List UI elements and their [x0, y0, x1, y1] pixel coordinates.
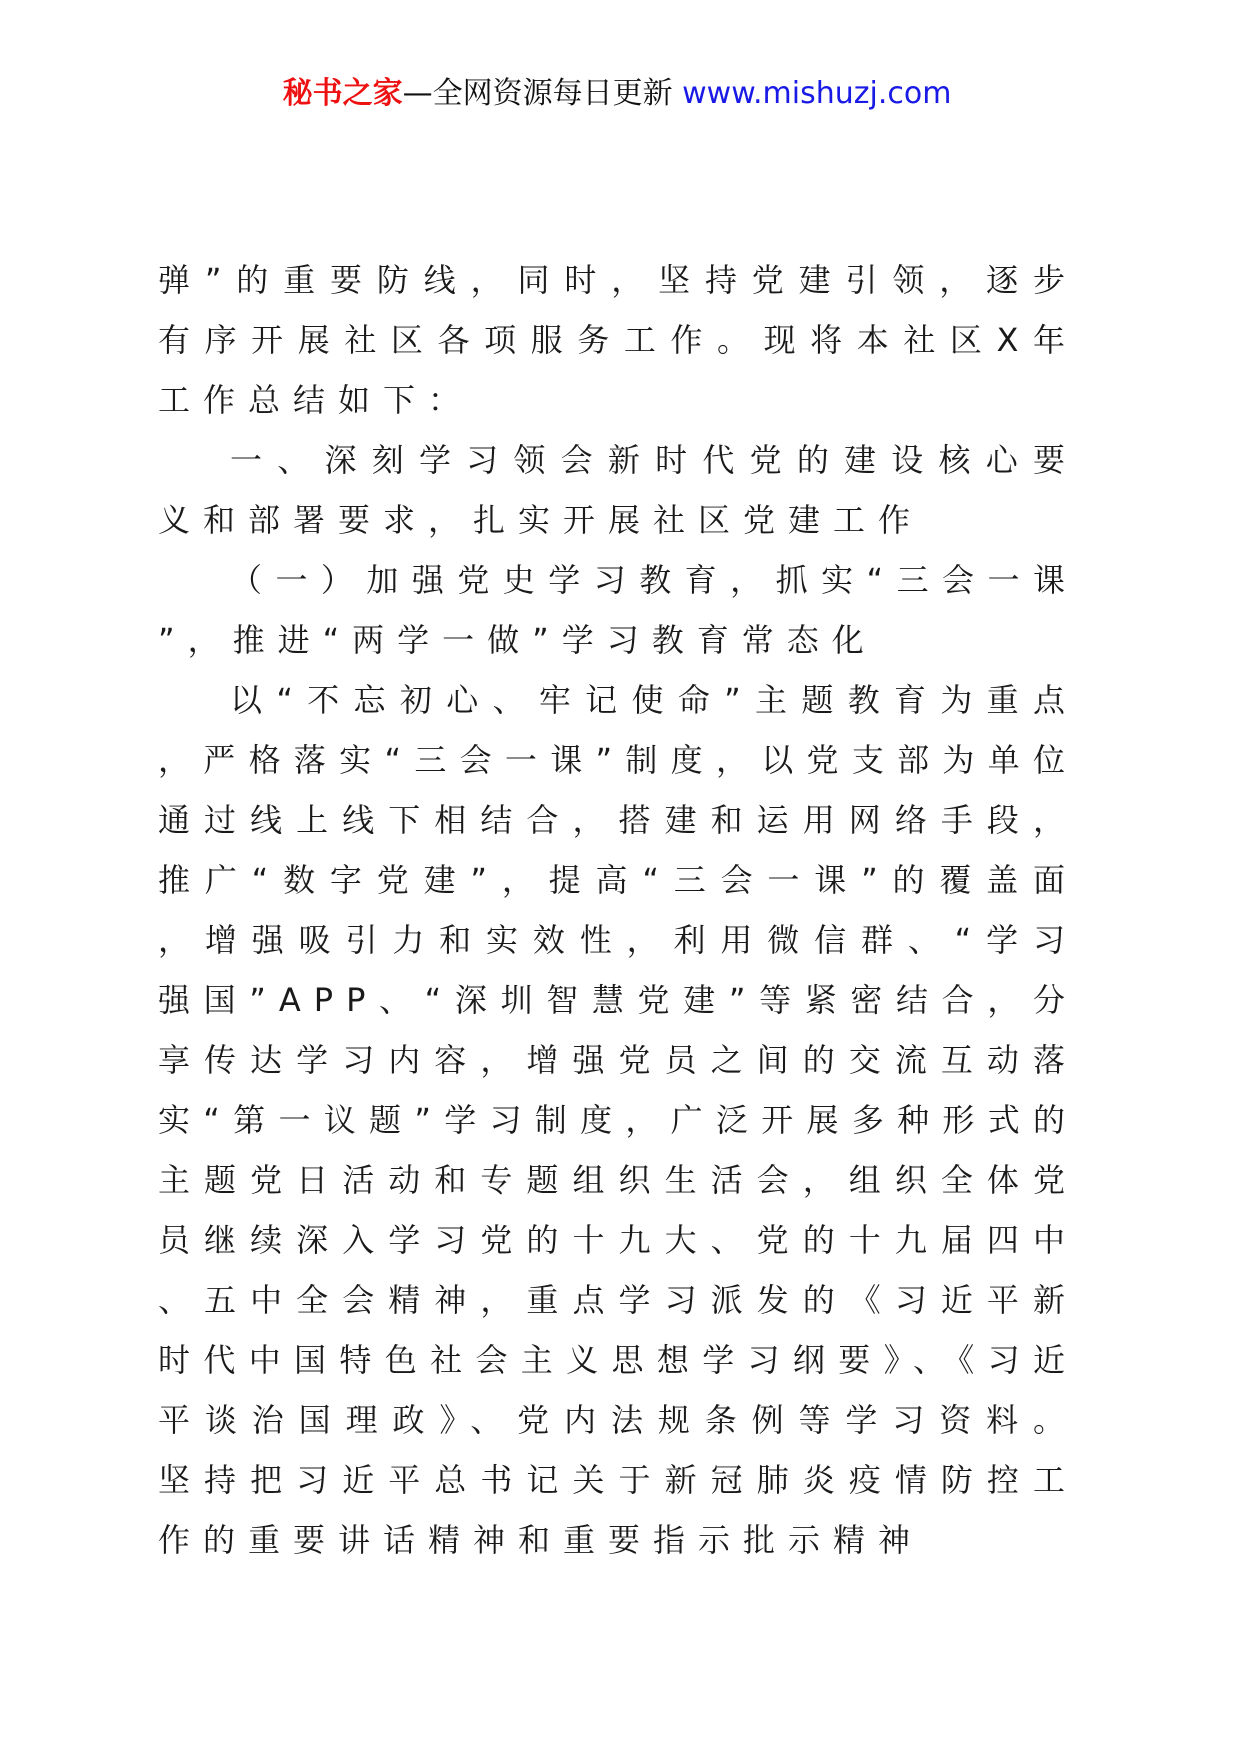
header-tagline: —全网资源每日更新 — [402, 76, 683, 111]
header-brand: 秘书之家 — [282, 76, 403, 111]
header-site-url[interactable]: www.mishuzj.com — [682, 76, 952, 111]
paragraph: 以“不忘初心、牢记使命”主题教育为重点，严格落实“三会一课”制度，以党支部为单位通过线上线下相结合，搭建和运用网络手段，推广“数字党建”，提高“三会一课”的覆盖面，增强吸引力和实效性，利用微信群、“学习强国”APP、“深圳智慧党建”等紧密结合，分享传达学习内容，增强党员之间的交流互动落实“第一议题”学习制度，广泛开展多种形式的主题党日活动和专题组织生活会，组织全体党员继续深入学习党的十九大、党的十九届四中、五中全会精神，重点学习派发的《习近平新时代中国特色社会主义思想学习纲要》、《习近平谈治国理政》、党内法规条例等学习资料。坚持把习近平总书记关于新冠肺炎疫情防控工作的重要讲话精神和重要指示批示精神 — [158, 681, 1078, 1559]
document-body — [158, 250, 1078, 1570]
paragraph: 弹”的重要防线，同时，坚持党建引领，逐步有序开展社区各项服务工作。现将本社区X年工作总结如下： — [158, 261, 1078, 419]
subsection-heading: （一）加强党史学习教育，抓实“三会一课”，推进“两学一做”学习教育常态化 — [158, 561, 1078, 659]
section-heading: 一、深刻学习领会新时代党的建设核心要义和部署要求，扎实开展社区党建工作 — [158, 441, 1078, 539]
page-header — [0, 74, 1234, 114]
